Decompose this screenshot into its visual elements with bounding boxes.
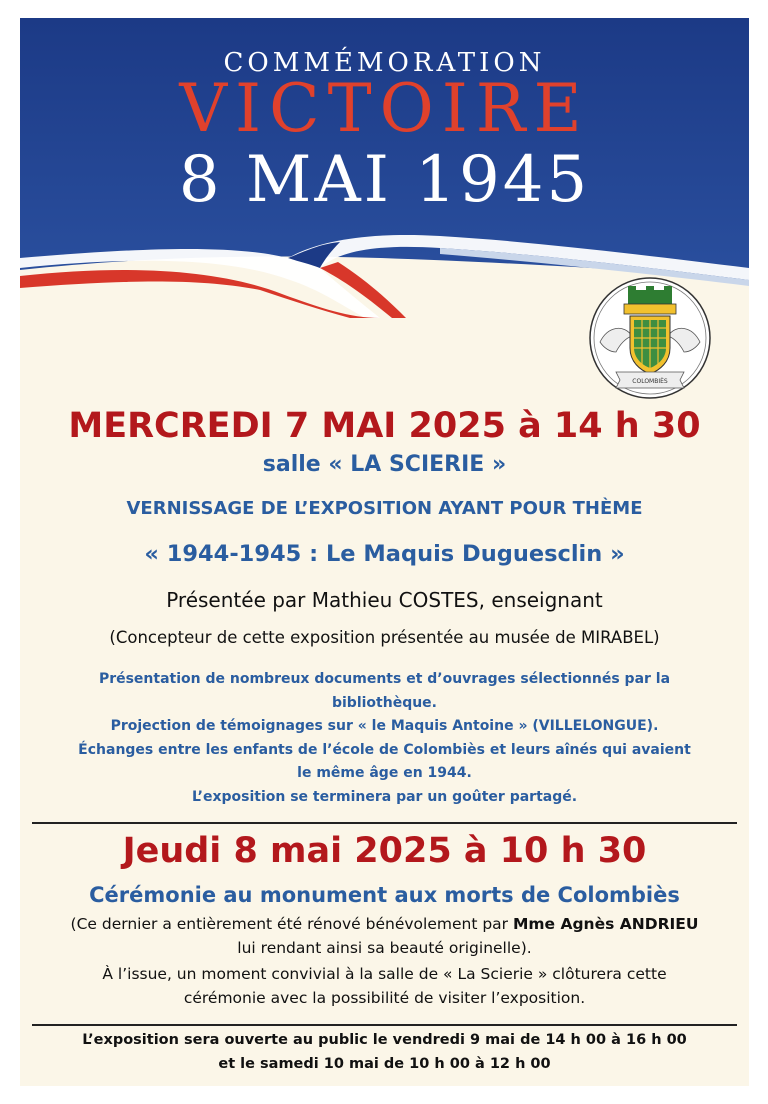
detail-line: Échanges entre les enfants de l’école de Colombiès et leurs aînés qui avaient bbox=[78, 741, 691, 758]
emblem-label: COLOMBIÈS bbox=[632, 378, 668, 385]
event2-closing-1: À l’issue, un moment convivial à la salle de « La Scierie » clôturera cette bbox=[102, 965, 667, 983]
event1-title: MERCREDI 7 MAI 2025 à 14 h 30 bbox=[68, 406, 701, 446]
event1-designer-note: (Concepteur de cette exposition présentée au musée de MIRABEL) bbox=[109, 628, 660, 647]
event1-presenter: Présentée par Mathieu COSTES, enseignant bbox=[166, 588, 603, 612]
event1-venue: salle « LA SCIERIE » bbox=[262, 452, 507, 477]
detail-line: bibliothèque. bbox=[331, 694, 437, 711]
colombies-coat-of-arms-icon bbox=[586, 276, 714, 400]
event2-note-end: lui rendant ainsi sa beauté originelle). bbox=[237, 939, 532, 957]
footer-line-1: L’exposition sera ouverte au public le vendredi 9 mai de 14 h 00 à 16 h 00 bbox=[82, 1032, 687, 1048]
detail-line: le même âge en 1944. bbox=[297, 765, 472, 781]
event2-title: Jeudi 8 mai 2025 à 10 h 30 bbox=[122, 831, 647, 871]
detail-line: Projection de témoignages sur « le Maquis Antoine » (VILLELONGUE). bbox=[110, 718, 659, 734]
detail-line: L’exposition se terminera par un goûter partagé. bbox=[191, 788, 578, 805]
event2-ceremony: Cérémonie au monument aux morts de Colombiès bbox=[89, 883, 680, 907]
detail-line: Présentation de nombreux documents et d’ouvrages sélectionnés par la bbox=[98, 671, 671, 687]
header-banner bbox=[20, 18, 749, 318]
note-name: Mme Agnès ANDRIEU bbox=[512, 915, 699, 933]
victoire-heading: VICTOIRE bbox=[179, 70, 590, 147]
footer-line-2: et le samedi 10 mai de 10 h 00 à 12 h 00 bbox=[218, 1056, 551, 1072]
poster bbox=[20, 18, 749, 1086]
event1-theme-intro: VERNISSAGE DE L’EXPOSITION AYANT POUR THÈME bbox=[126, 498, 643, 519]
event1-details bbox=[20, 668, 749, 809]
section-divider bbox=[32, 822, 737, 824]
date-heading: 8 MAI 1945 bbox=[178, 143, 591, 217]
note-text: (Ce dernier a entièrement été rénové bénévolement par bbox=[70, 915, 513, 933]
event1-theme: « 1944-1945 : Le Maquis Duguesclin » bbox=[144, 541, 625, 567]
footer-divider bbox=[32, 1024, 737, 1026]
event2-closing-2: cérémonie avec la possibilité de visiter l’exposition. bbox=[183, 989, 586, 1007]
footer-opening-hours bbox=[20, 1028, 749, 1076]
commemoration-heading: COMMÉMORATION bbox=[223, 48, 546, 78]
event2-note bbox=[20, 912, 749, 936]
